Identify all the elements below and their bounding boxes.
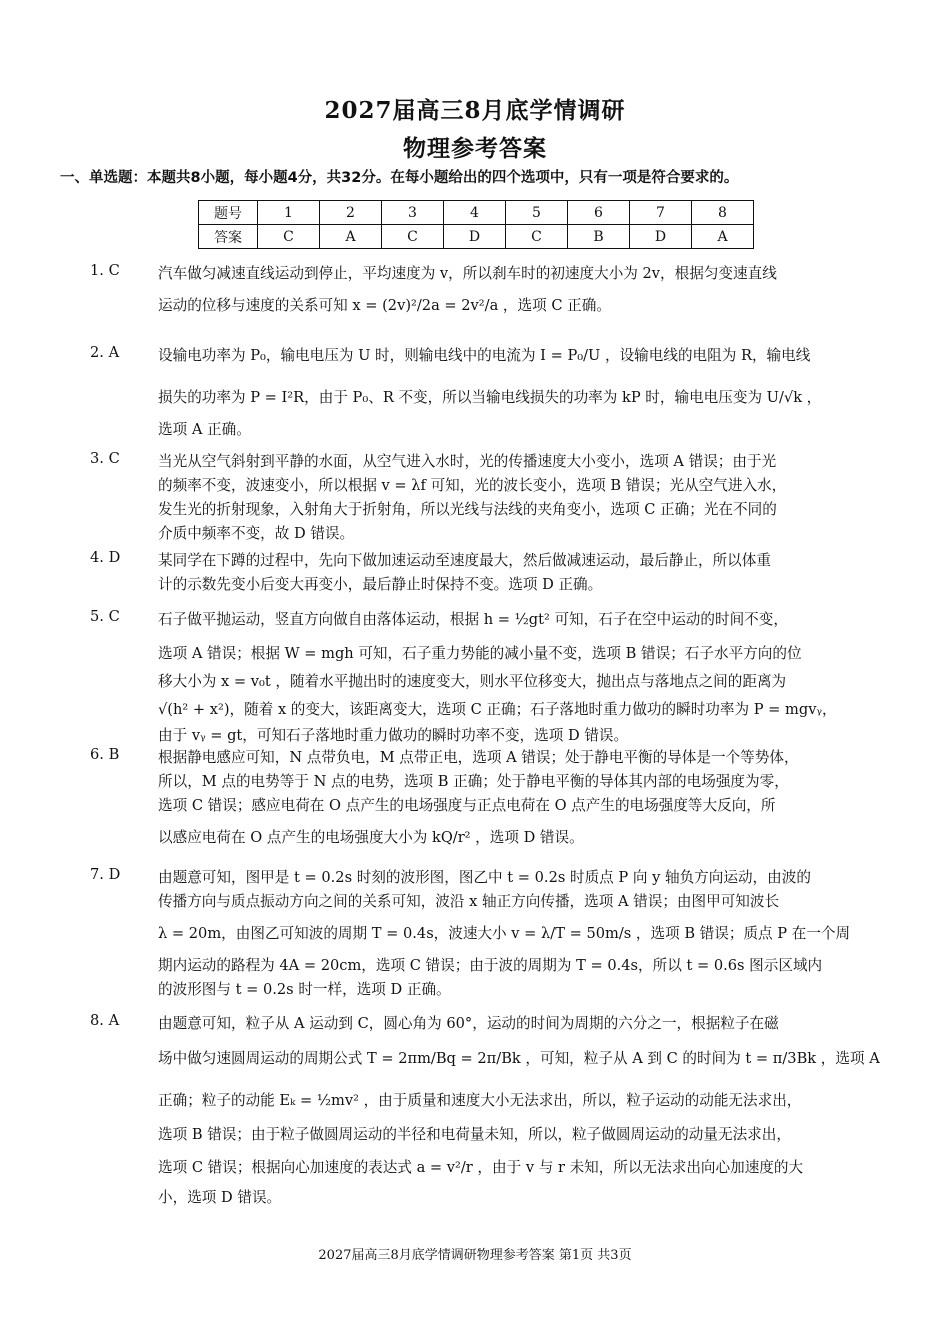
answer-cell: C: [382, 225, 444, 249]
explanation-line: 由于 vᵧ = gt，可知石子落地时重力做功的瞬时功率不变，选项 D 错误。: [158, 727, 629, 744]
question-number-cell: 8: [692, 201, 754, 225]
explanation-line: 选项 B 错误；由于粒子做圆周运动的半径和电荷量未知，所以，粒子做圆周运动的动量无法求出，: [158, 1126, 791, 1143]
explanation-line: 石子做平抛运动，竖直方向做自由落体运动，根据 h = ½gt² 可知，石子在空中运动的时间不变，: [158, 611, 788, 628]
explanation-line: 运动的位移与速度的关系可知 x = (2v)²/2a = 2v²/a ，选项 C 正确。: [158, 297, 611, 314]
answer-table-answer-row: [199, 225, 754, 249]
explanation-line: 计的示数先变小后变大再变小，最后静止时保持不变。选项 D 正确。: [158, 576, 603, 593]
question-number: 7. D: [90, 866, 121, 883]
answer-table: [198, 200, 754, 249]
question-number-cell: 4: [444, 201, 506, 225]
question-explanation: [158, 1012, 880, 1210]
explanation-line: √(h² + x²)，随着 x 的变大，该距离变大，选项 C 正确；石子落地时重力做功的瞬时功率为 P = mgvᵧ，: [158, 701, 837, 718]
explanation-line: 选项 A 正确。: [158, 421, 251, 438]
explanation-line: 汽车做匀减速直线运动到停止，平均速度为 v，所以刹车时的初速度大小为 2v，根据匀变速直线: [158, 265, 777, 282]
explanation-line: 由题意可知，粒子从 A 运动到 C，圆心角为 60°，运动的时间为周期的六分之一，根据粒子在磁: [158, 1015, 779, 1032]
answer-table-header-row: [199, 201, 754, 225]
answer-cell: C: [506, 225, 568, 249]
answer-cell: C: [258, 225, 320, 249]
question-number-cell: 5: [506, 201, 568, 225]
question-number: 2. A: [90, 344, 120, 361]
question-number: 6. B: [90, 746, 120, 763]
document-title: 2027届高三8月底学情调研: [324, 97, 626, 124]
question-number-cell: 2: [320, 201, 382, 225]
answer-cell: A: [320, 225, 382, 249]
question-number-cell: 3: [382, 201, 444, 225]
explanation-line: 正确；粒子的动能 Eₖ = ½mv² ，由于质量和速度大小无法求出，所以，粒子运动的动能无法求出，: [158, 1092, 802, 1109]
row-label: 答案: [199, 225, 258, 249]
explanation-line: 介质中频率不变，故 D 错误。: [158, 525, 355, 542]
explanation-line: 由题意可知，图甲是 t = 0.2s 时刻的波形图，图乙中 t = 0.2s 时质点 P 向 y 轴负方向运动，由波的: [158, 869, 811, 886]
answer-cell: B: [568, 225, 630, 249]
question-number: 8. A: [90, 1012, 120, 1029]
explanation-line: 以感应电荷在 O 点产生的电场强度大小为 kQ/r² ，选项 D 错误。: [158, 829, 584, 846]
question-number: 5. C: [90, 608, 120, 625]
question-explanation: [158, 450, 866, 546]
answer-cell: D: [444, 225, 506, 249]
explanation-line: 设输电功率为 P₀，输电电压为 U 时，则输电线中的电流为 I = P₀/U ，设输电线的电阻为 R，输电线: [158, 347, 811, 364]
answer-cell: D: [630, 225, 692, 249]
page-footer: 2027届高三8月底学情调研物理参考答案 第1页 共3页: [318, 1248, 632, 1263]
explanation-line: 传播方向与质点振动方向之间的关系可知，波沿 x 轴正方向传播，选项 A 错误；由图甲可知波长: [158, 893, 780, 910]
section-heading: 一、单选题：本题共8小题，每小题4分，共32分。在每小题给出的四个选项中，只有一项是符合要求的。: [60, 170, 739, 186]
question-explanation: [158, 746, 866, 858]
explanation-line: 根据静电感应可知，N 点带负电，M 点带正电，选项 A 错误；处于静电平衡的导体是一个等势体，: [158, 749, 799, 766]
explanation-line: 小，选项 D 错误。: [158, 1189, 282, 1206]
explanation-line: 发生光的折射现象，入射角大于折射角，所以光线与法线的夹角变小，选项 C 正确；光在不同的: [158, 501, 777, 518]
question-explanation: [158, 866, 866, 1002]
explanation-line: 损失的功率为 P = I²R，由于 P₀、R 不变，所以当输电线损失的功率为 kP 时，输电电压变为 U/√k ，: [158, 389, 822, 406]
question-number: 3. C: [90, 450, 120, 467]
explanation-line: 的频率不变，波速变小，所以根据 v = λf 可知，光的波长变小，选项 B 错误；光从空气进入水，: [158, 477, 787, 494]
question-explanation: [158, 344, 866, 442]
explanation-line: 某同学在下蹲的过程中，先向下做加速运动至速度最大，然后做减速运动，最后静止，所以体重: [158, 552, 771, 569]
explanation-line: 选项 A 错误；根据 W = mgh 可知，石子重力势能的减小量不变，选项 B 错误；石子水平方向的位: [158, 645, 802, 662]
question-number-cell: 1: [258, 201, 320, 225]
explanation-line: 选项 C 错误；感应电荷在 O 点产生的电场强度与正点电荷在 O 点产生的电场强度等大反向，所: [158, 797, 776, 814]
explanation-line: λ = 20m，由图乙可知波的周期 T = 0.4s，波速大小 v = λ/T = 50m/s ，选项 B 错误；质点 P 在一个周: [158, 925, 851, 942]
question-explanation: [158, 262, 866, 326]
explanation-line: 选项 C 错误；根据向心加速度的表达式 a = v²/r ，由于 v 与 r 未知，所以无法求出向心加速度的大: [158, 1159, 804, 1176]
explanation-line: 当光从空气斜射到平静的水面，从空气进入水时，光的传播速度大小变小，选项 A 错误；由于光: [158, 453, 777, 470]
question-explanation: [158, 549, 866, 597]
question-explanation: [158, 608, 866, 748]
explanation-line: 所以，M 点的电势等于 N 点的电势，选项 B 正确；处于静电平衡的导体其内部的电场强度为零，: [158, 773, 789, 790]
question-number: 4. D: [90, 549, 121, 566]
answer-cell: A: [692, 225, 754, 249]
explanation-line: 场中做匀速圆周运动的周期公式 T = 2πm/Bq = 2π/Bk ，可知，粒子从 A 到 C 的时间为 t = π/3Bk ，选项 A: [158, 1050, 880, 1067]
row-label: 题号: [199, 201, 258, 225]
question-number-cell: 7: [630, 201, 692, 225]
question-number: 1. C: [90, 262, 120, 279]
explanation-line: 期内运动的路程为 4A = 20cm，选项 C 错误；由于波的周期为 T = 0.4s，所以 t = 0.6s 图示区域内: [158, 957, 823, 974]
question-number-cell: 6: [568, 201, 630, 225]
explanation-line: 移大小为 x = v₀t ，随着水平抛出时的速度变大，则水平位移变大，抛出点与落地点之间的距离为: [158, 673, 787, 690]
explanation-line: 的波形图与 t = 0.2s 时一样，选项 D 正确。: [158, 981, 451, 998]
document-subtitle: 物理参考答案: [403, 135, 547, 162]
